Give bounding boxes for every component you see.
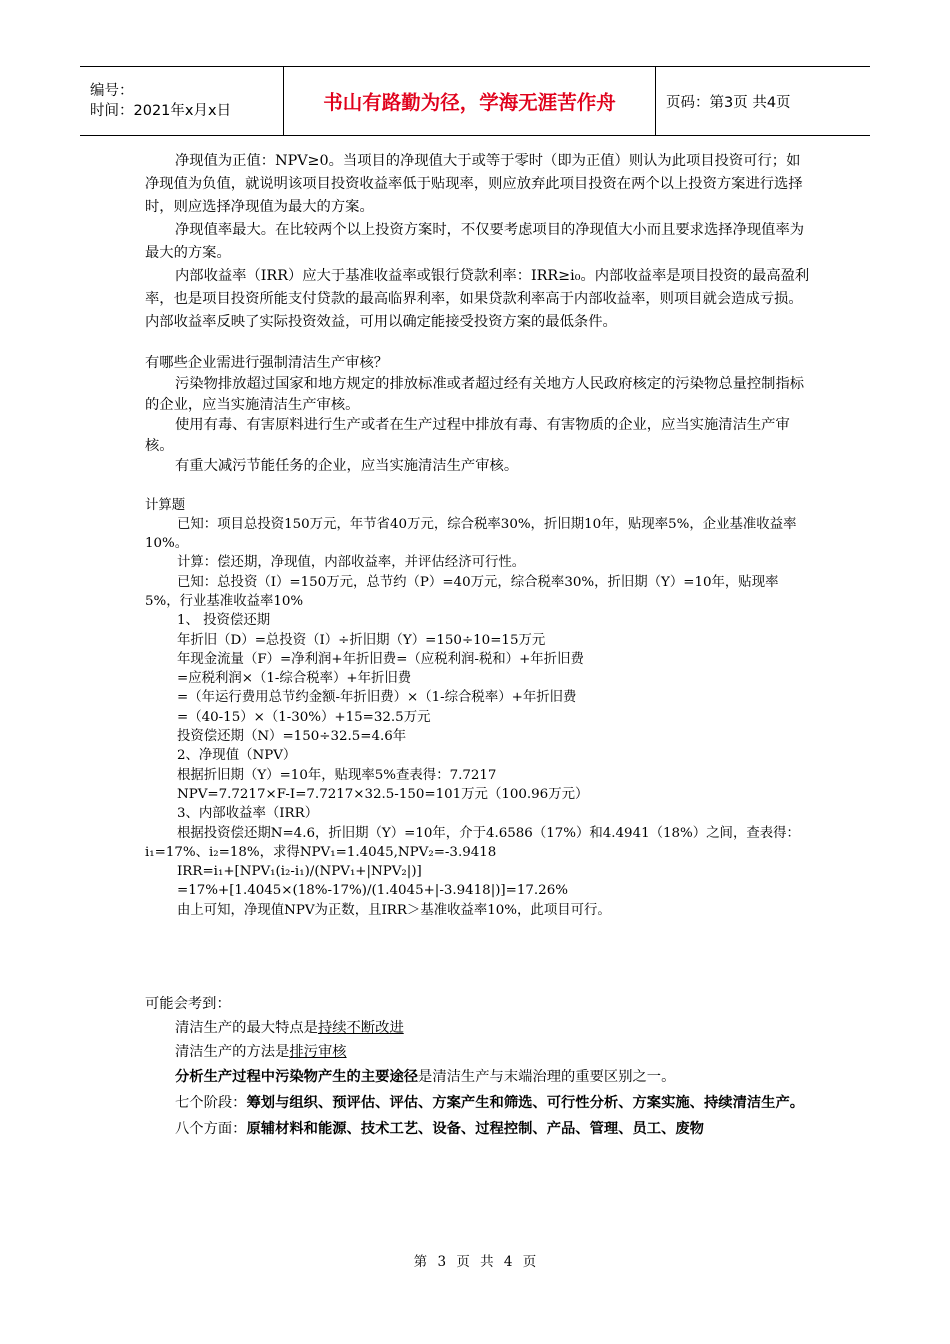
stages-value: 筹划与组织、预评估、评估、方案产生和筛选、可行性分析、方案实施、持续清洁生产。 xyxy=(246,1095,805,1112)
exam-aspects xyxy=(145,1116,810,1142)
calc-line: 根据投资偿还期N=4.6，折旧期（Y）=10年，介于4.6586（17%）和4.4941（18%）之间，查表得：i₁=17%、i₂=18%，求得NPV₁=1.4045,NPV₂=-3.9418 xyxy=(145,825,800,860)
audit-item: 污染物排放超过国家和地方规定的排放标准或者超过经有关地方人民政府核定的污染物总量控制指标的企业，应当实施清洁生产审核。 xyxy=(145,376,805,413)
calc-line: 投资偿还期（N）=150÷32.5=4.6年 xyxy=(177,729,407,745)
calc-line: 已知：项目总投资150万元，年节省40万元，综合税率30%，折旧期10年，贴现率5%，企业基准收益率10%。 xyxy=(145,516,797,552)
irr-paragraph: 内部收益率（IRR）应大于基准收益率或银行贷款利率：IRR≥i₀。内部收益率是项目投资的最高盈利率，也是项目投资所能支付贷款的最高临界利率，如果贷款利率高于内部收益率，则项目就会造成亏损。内部收益率反映了实际投资效益，可用以确定能接受投资方案的最低条件。 xyxy=(145,268,810,330)
calc-line: =（年运行费用总节约金额-年折旧费）×（1-综合税率）+年折旧费 xyxy=(177,690,577,706)
document-body xyxy=(145,150,810,1142)
audit-item: 使用有毒、有害原料进行生产或者在生产过程中排放有毒、有害物质的企业，应当实施清洁生产审核。 xyxy=(145,417,790,454)
exam-stages xyxy=(145,1090,810,1116)
calc-line: 已知：总投资（I）=150万元，总节约（P）=40万元，综合税率30%，折旧期（Y）=10年，贴现率5%，行业基准收益率10% xyxy=(145,574,779,609)
date-label: 时间：2021年x月x日 xyxy=(90,103,232,119)
aspects-prefix: 八个方面： xyxy=(175,1121,247,1138)
exam-title: 可能会考到： xyxy=(145,996,231,1013)
calc-title: 计算题 xyxy=(145,497,186,513)
header-left xyxy=(80,67,283,135)
motto-text: 书山有路勤为径，学海无涯苦作舟 xyxy=(323,91,616,114)
exam-difference xyxy=(145,1064,810,1090)
npv-rate-paragraph: 净现值率最大。在比较两个以上投资方案时，不仅要考虑项目的净现值大小而且要求选择净现值率为最大的方案。 xyxy=(145,222,805,261)
page-header xyxy=(80,66,870,136)
header-motto xyxy=(283,67,656,135)
feature-value: 持续不断改进 xyxy=(317,1020,404,1037)
calc-line: 1、 投资偿还期 xyxy=(177,613,271,629)
difference-rest: 是清洁生产与末端治理的重要区别之一。 xyxy=(418,1069,676,1086)
calc-line: 2、净现值（NPV） xyxy=(177,748,297,764)
calc-line: NPV=7.7217×F-I=7.7217×32.5-150=101万元（100.96万元） xyxy=(177,786,589,802)
calc-line: 由上可知，净现值NPV为正数，且IRR＞基准收益率10%，此项目可行。 xyxy=(177,902,611,918)
npv-paragraph: 净现值为正值：NPV≥0。当项目的净现值大于或等于零时（即为正值）则认为此项目投资可行；如净现值为负值，就说明该项目投资收益率低于贴现率，则应放弃此项目投资在两个以上投资方案进行选择时，则应选择净现值为最大的方案。 xyxy=(145,153,803,215)
calc-line: IRR=i₁+[NPV₁(i₂-i₁)/(NPV₁+|NPV₂|)] xyxy=(177,864,422,880)
calc-line: 根据折旧期（Y）=10年，贴现率5%查表得：7.7217 xyxy=(177,767,497,783)
header-right xyxy=(656,67,870,135)
aspects-value: 原辅材料和能源、技术工艺、设备、过程控制、产品、管理、员工、废物 xyxy=(246,1121,704,1138)
calc-line: 年现金流量（F）=净利润+年折旧费=（应税利润-税和）+年折旧费 xyxy=(177,651,584,667)
calc-line: =（40-15）×（1-30%）+15=32.5万元 xyxy=(177,709,431,725)
code-label: 编号： xyxy=(90,83,134,99)
exam-method xyxy=(145,1040,810,1064)
calc-line: 年折旧（D）=总投资（I）÷折旧期（Y）=150÷10=15万元 xyxy=(177,632,546,648)
method-prefix: 清洁生产的方法是 xyxy=(175,1044,290,1061)
feature-prefix: 清洁生产的最大特点是 xyxy=(175,1020,318,1037)
calc-line: =17%+[1.4045×(18%-17%)/(1.4045+|-3.9418|)]=17.26% xyxy=(177,883,568,899)
page-footer: 第 3 页 共 4 页 xyxy=(413,1254,537,1270)
audit-item: 有重大减污节能任务的企业，应当实施清洁生产审核。 xyxy=(175,458,519,474)
difference-bold: 分析生产过程中污染物产生的主要途径 xyxy=(175,1069,419,1086)
calc-line: 3、内部收益率（IRR） xyxy=(177,806,319,822)
page-label: 页码：第3页 共4页 xyxy=(666,94,791,111)
method-value: 排污审核 xyxy=(289,1044,347,1061)
calc-line: =应税利润×（1-综合税率）+年折旧费 xyxy=(177,671,412,687)
exam-feature xyxy=(145,1016,810,1040)
audit-title: 有哪些企业需进行强制清洁生产审核？ xyxy=(145,355,389,371)
stages-prefix: 七个阶段： xyxy=(175,1095,247,1112)
calc-line: 计算：偿还期，净现值，内部收益率，并评估经济可行性。 xyxy=(177,555,526,571)
